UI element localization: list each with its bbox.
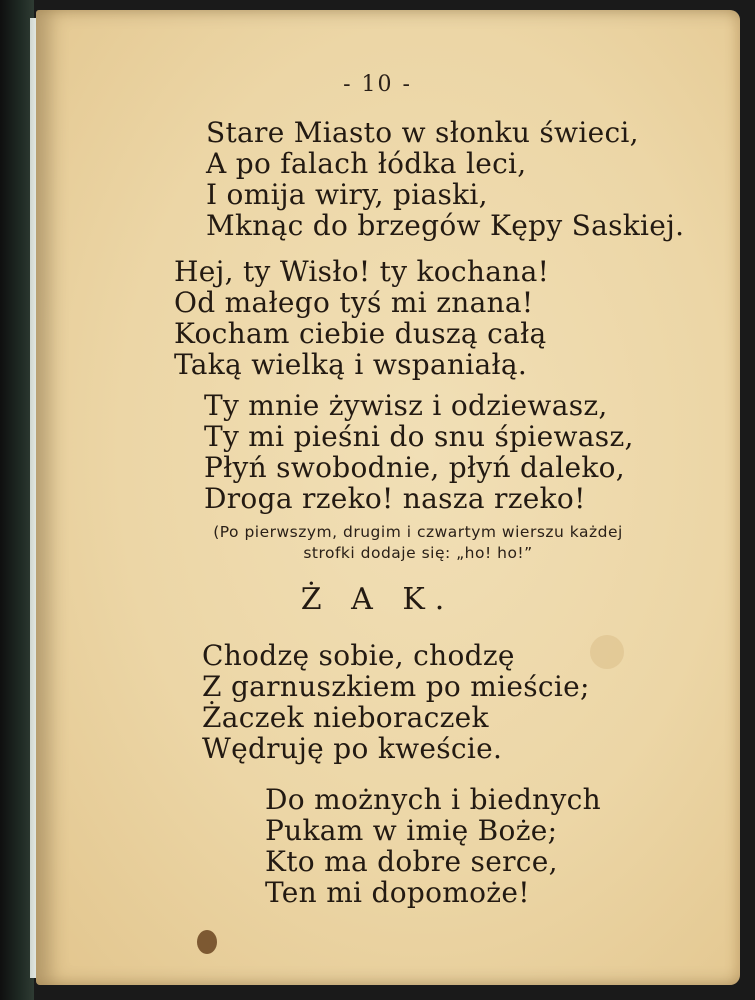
verse-line: Stare Miasto w słonku świeci, bbox=[206, 116, 639, 149]
verse-line: Do możnych i biednych bbox=[265, 783, 601, 816]
verse-line: Ty mi pieśni do snu śpiewasz, bbox=[204, 420, 634, 453]
verse-line: Kocham ciebie duszą całą bbox=[174, 317, 547, 350]
poem1-stanza2 bbox=[174, 256, 549, 380]
verse-line: Pukam w imię Boże; bbox=[265, 814, 558, 847]
verse-line: Taką wielką i wspaniałą. bbox=[174, 348, 528, 381]
verse-line: Mknąc do brzegów Kępy Saskiej. bbox=[206, 209, 685, 242]
verse-line: Droga rzeko! nasza rzeko! bbox=[204, 482, 586, 515]
verse-line: Hej, ty Wisło! ty kochana! bbox=[174, 255, 550, 288]
verse-line: Ten mi dopomoże! bbox=[265, 876, 530, 909]
verse-line: Od małego tyś mi znana! bbox=[174, 286, 534, 319]
verse-line: Kto ma dobre serce, bbox=[265, 845, 558, 878]
verse-line: Z garnuszkiem po mieście; bbox=[202, 670, 590, 703]
verse-line: A po falach łódka leci, bbox=[206, 147, 527, 180]
note-line: strofki dodaje się: „ho! ho!” bbox=[303, 544, 533, 562]
page-stain bbox=[197, 930, 217, 954]
note-line: (Po pierwszym, drugim i czwartym wierszu każdej bbox=[213, 523, 623, 541]
poem1-stanza3 bbox=[204, 390, 634, 514]
verse-line: Ty mnie żywisz i odziewasz, bbox=[204, 389, 608, 422]
poem2-stanza2 bbox=[265, 784, 601, 908]
performance-note bbox=[128, 522, 708, 564]
verse-line: I omija wiry, piaski, bbox=[206, 178, 488, 211]
page-number: - 10 - bbox=[343, 72, 412, 97]
poem2-stanza1 bbox=[202, 640, 590, 764]
book-spine bbox=[0, 0, 34, 1000]
verse-line: Chodzę sobie, chodzę bbox=[202, 639, 515, 672]
page-stain bbox=[590, 635, 624, 669]
poem1-stanza1 bbox=[206, 117, 684, 241]
verse-line: Żaczek nieboraczek bbox=[202, 701, 489, 734]
verse-line: Płyń swobodnie, płyń daleko, bbox=[204, 451, 625, 484]
verse-line: Wędruję po kweście. bbox=[202, 732, 503, 765]
poem-title: Ż A K. bbox=[300, 582, 455, 617]
